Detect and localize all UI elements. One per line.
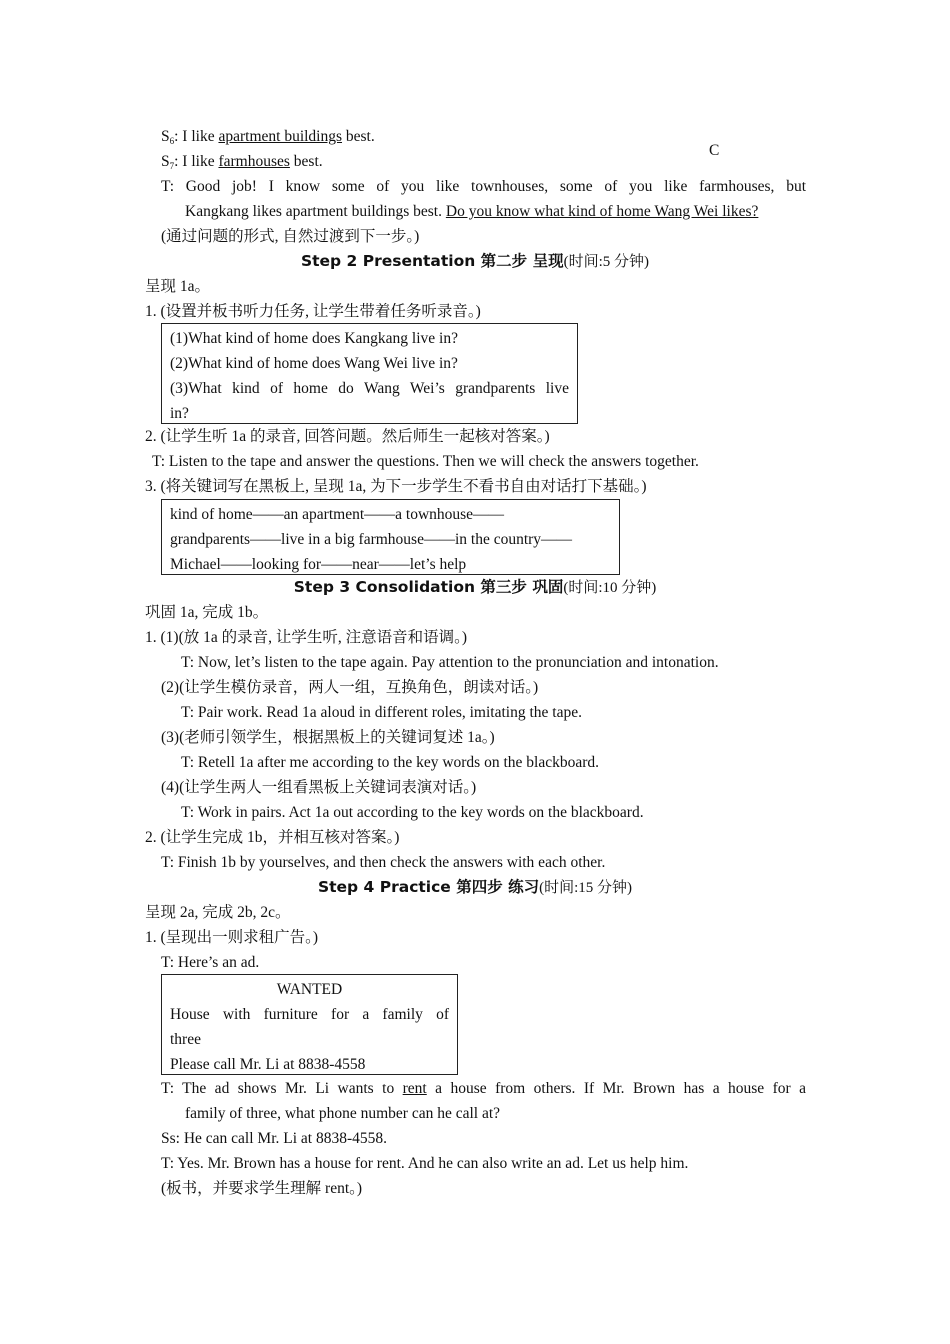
- step4-item-1: 1. (呈现出一则求租广告。): [145, 929, 319, 946]
- rent-line-post: a house from others. If Mr. Brown has a house for a: [426, 1080, 807, 1097]
- step3-item-1-1-teacher: T: Now, let’s listen to the tape again. Pay attention to the pronunciation and intonation.: [181, 654, 719, 671]
- s7-text-post: best.: [289, 153, 323, 170]
- step3-time: (时间:10 分钟): [563, 580, 657, 596]
- step3-item-1-1: 1. (1)(放 1a 的录音, 让学生听, 注意语音和语调。): [145, 629, 468, 646]
- teacher-rent-line-1: [161, 1076, 806, 1101]
- ad-title: WANTED: [276, 981, 343, 998]
- speaker-label: S: [161, 153, 170, 170]
- task-question-3: (3)What kind of home do Wang Wei’s grandparents live: [170, 380, 569, 397]
- step4-note: (板书，并要求学生理解 rent。): [161, 1180, 363, 1197]
- keywords-line-2: grandparents——live in a big farmhouse——in the country——: [170, 531, 573, 548]
- step3-item-1-2: (2)(让学生模仿录音，两人一组，互换角色，朗读对话。): [161, 679, 539, 696]
- step2-item-1: 1. (设置并板书听力任务, 让学生带着任务听录音。): [145, 303, 481, 320]
- students-answer: Ss: He can call Mr. Li at 8838-4558.: [161, 1130, 387, 1147]
- s6-underlined-term: apartment buildings: [218, 128, 343, 145]
- keywords-line-3: Michael——looking for——near——let’s help: [170, 556, 467, 573]
- speaker-label: S: [161, 128, 170, 145]
- teacher-question-underlined: Do you know what kind of home Wang Wei likes?: [445, 203, 759, 220]
- step2-item-2-teacher: T: Listen to the tape and answer the questions. Then we will check the answers together.: [152, 453, 699, 470]
- step4-title: Step 4 Practice 第四步 练习: [317, 878, 540, 896]
- step3-item-1-3-teacher: T: Retell 1a after me according to the key words on the blackboard.: [181, 754, 600, 771]
- ad-line-3: Please call Mr. Li at 8838-4558: [170, 1056, 366, 1073]
- step2-intro: 呈现 1a。: [145, 278, 211, 295]
- teacher-line-1: T: Good job! I know some of you like townhouses, some of you like farmhouses, but: [161, 178, 806, 195]
- s7-text-pre: : I like: [174, 153, 219, 170]
- keywords-box: [161, 499, 620, 575]
- step3-item-1-4-teacher: T: Work in pairs. Act 1a out according to the key words on the blackboard.: [181, 804, 644, 821]
- ad-line-1: House with furniture for a family of: [170, 1006, 449, 1023]
- step2-time: (时间:5 分钟): [563, 254, 650, 270]
- transition-note: (通过问题的形式, 自然过渡到下一步。): [161, 228, 420, 245]
- step2-item-3: 3. (将关键词写在黑板上, 呈现 1a, 为下一步学生不看书自由对话打下基础。): [145, 478, 647, 495]
- step4-time: (时间:15 分钟): [539, 880, 633, 896]
- step3-item-2-teacher: T: Finish 1b by yourselves, and then check the answers with each other.: [161, 854, 606, 871]
- s6-text-post: best.: [342, 128, 375, 145]
- ad-line-2: three: [170, 1031, 201, 1048]
- task-question-2: (2)What kind of home does Wang Wei live in?: [170, 355, 458, 372]
- page-marker: C: [709, 142, 720, 159]
- step3-item-1-4: (4)(让学生两人一组看黑板上关键词表演对话。): [161, 779, 477, 796]
- step3-item-1-2-teacher: T: Pair work. Read 1a aloud in different roles, imitating the tape.: [181, 704, 582, 721]
- step4-teacher-ad: T: Here’s an ad.: [161, 954, 260, 971]
- task-question-1: (1)What kind of home does Kangkang live in?: [170, 330, 458, 347]
- teacher-yes-line: T: Yes. Mr. Brown has a house for rent. And he can also write an ad. Let us help him.: [161, 1155, 689, 1172]
- rent-underlined: rent: [402, 1080, 427, 1097]
- step4-heading: [145, 875, 805, 901]
- step3-title: Step 3 Consolidation 第三步 巩固: [293, 578, 564, 596]
- step2-item-2: 2. (让学生听 1a 的录音, 回答问题。然后师生一起核对答案。): [145, 428, 550, 445]
- wanted-ad-box: [161, 974, 458, 1075]
- s6-text-pre: : I like: [174, 128, 219, 145]
- keywords-line-1: kind of home——an apartment——a townhouse——: [170, 506, 505, 523]
- task-question-3-cont: in?: [170, 405, 189, 422]
- step3-intro: 巩固 1a, 完成 1b。: [145, 604, 269, 621]
- teacher-line-2-text: Kangkang likes apartment buildings best.: [185, 203, 446, 220]
- teacher-rent-line-2: family of three, what phone number can he call at?: [185, 1105, 501, 1122]
- step2-heading: [145, 249, 805, 275]
- step3-heading: [145, 575, 805, 601]
- speaker-subscript: 6: [169, 136, 175, 146]
- listening-task-box: [161, 323, 578, 424]
- step4-intro: 呈现 2a, 完成 2b, 2c。: [145, 904, 291, 921]
- speaker-subscript: 7: [169, 161, 175, 171]
- step2-title: Step 2 Presentation 第二步 呈现: [300, 252, 564, 270]
- teacher-line-2: [185, 199, 758, 224]
- step3-item-2: 2. (让学生完成 1b，并相互核对答案。): [145, 829, 400, 846]
- s7-underlined-term: farmhouses: [218, 153, 290, 170]
- rent-line-pre: T: The ad shows Mr. Li wants to: [161, 1080, 403, 1097]
- step3-item-1-3: (3)(老师引领学生，根据黑板上的关键词复述 1a。): [161, 729, 495, 746]
